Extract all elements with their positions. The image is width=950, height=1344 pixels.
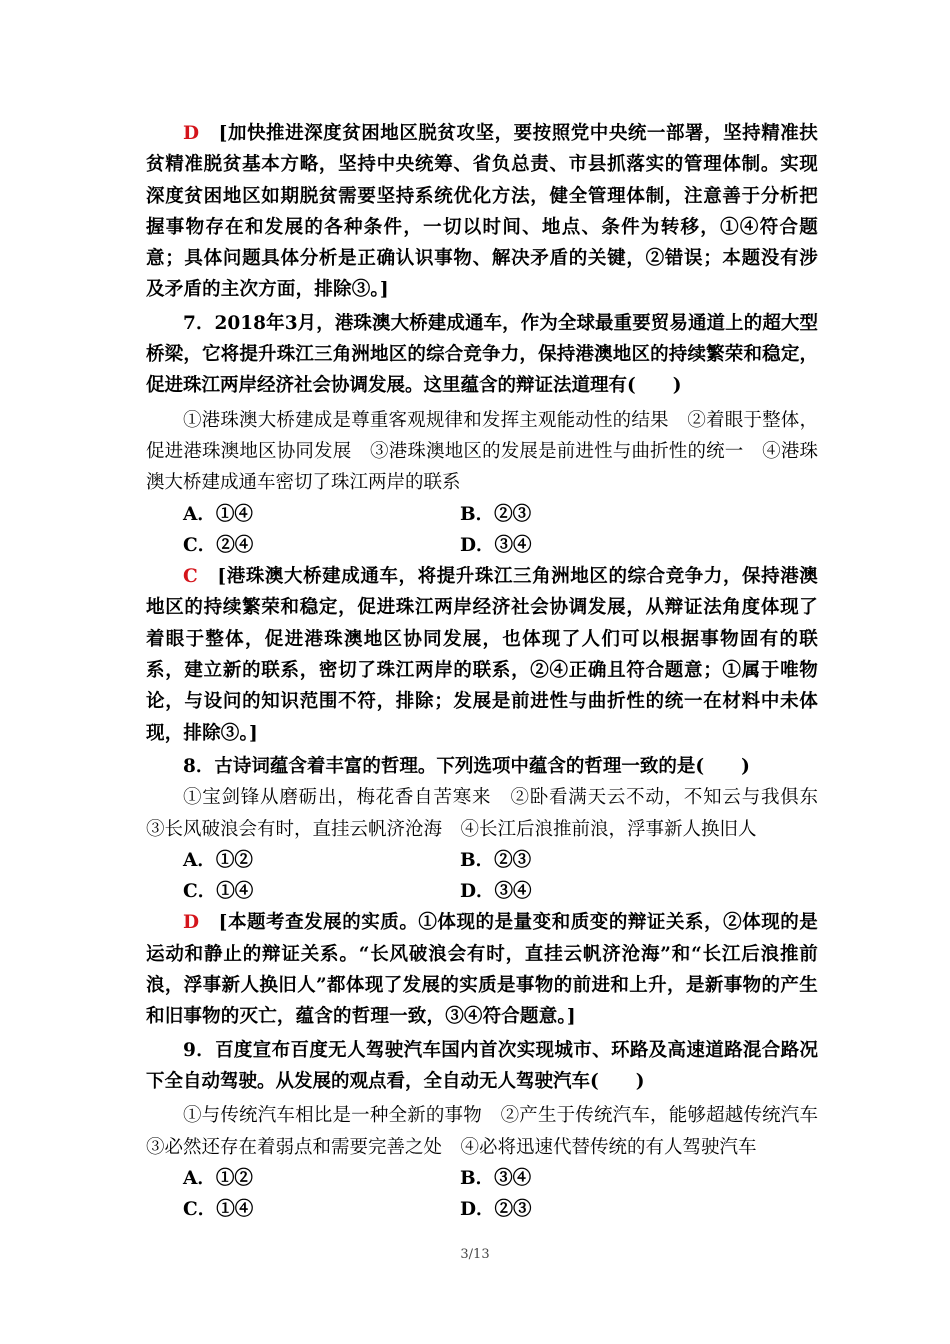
question-7-options-row-2 <box>146 530 818 561</box>
option-b[interactable]: B．②③ <box>460 503 532 525</box>
option-c[interactable]: C．①④ <box>183 881 254 903</box>
answer-text: [本题考查发展的实质。①体现的是量变和质变的辩证关系，②体现的是运动和静止的辩证关系。“长风破浪会有时，直挂云帆济沧海”和“长江后浪推前浪，浮事新人换旧人”都体现了发展的实质是事物的前进和上升，是新事物的产生和旧事物的灭亡，蕴含的哲理一致，③④符合题意。] <box>146 912 818 1028</box>
answer-explanation <box>146 561 818 749</box>
option-c[interactable]: C．①④ <box>183 1199 254 1221</box>
option-a[interactable]: A．①② <box>183 849 253 871</box>
option-d[interactable]: D．③④ <box>460 881 532 903</box>
answer-explanation <box>146 907 818 1032</box>
question-8-options-row-2 <box>146 876 818 907</box>
option-a[interactable]: A．①④ <box>183 503 253 525</box>
question-7-options-row-1 <box>146 499 818 530</box>
option-d[interactable]: D．②③ <box>460 1199 532 1221</box>
question-8-stem: 8．古诗词蕴含着丰富的哲理。下列选项中蕴含的哲理一致的是( ) <box>183 755 750 777</box>
question-8-options-row-1 <box>146 845 818 876</box>
answer-text: [港珠澳大桥建成通车，将提升珠江三角洲地区的综合竞争力，保持港澳地区的持续繁荣和稳定，促进珠江两岸经济社会协调发展，从辩证法角度体现了着眼于整体，促进港珠澳地区协同发展，也体现了人们可以根据事物固有的联系，建立新的联系，密切了珠江两岸的联系，②④正确且符合题意；①属于唯物论，与设问的知识范围不符，排除；发展是前进性与曲折性的统一在材料中未体现，排除③。] <box>146 566 819 744</box>
question-9-options-row-2 <box>146 1194 818 1225</box>
question-9-statements: ①与传统汽车相比是一种全新的事物 ②产生于传统汽车，能够超越传统汽车 ③必然还存在着弱点和需要完善之处 ④必将迅速代替传统的有人驾驶汽车 <box>146 1105 837 1158</box>
page-number: 3/13 <box>460 1247 490 1262</box>
question-7-stem: 7．2018年3月，港珠澳大桥建成通车，作为全球最重要贸易通道上的超大型桥梁，它将提升珠江三角洲地区的综合竞争力，保持港澳地区的持续繁荣和稳定，促进珠江两岸经济社会协调发展。这里蕴含的辩证法道理有( ) <box>146 312 818 397</box>
answer-explanation <box>146 118 818 306</box>
option-c[interactable]: C．②④ <box>183 534 254 556</box>
option-a[interactable]: A．①② <box>183 1167 253 1189</box>
option-b[interactable]: B．②③ <box>460 849 532 871</box>
document-page <box>146 118 837 1225</box>
question-9-options-row-1 <box>146 1163 818 1194</box>
answer-letter: D <box>183 912 200 934</box>
option-b[interactable]: B．③④ <box>460 1167 532 1189</box>
answer-letter: D <box>183 123 200 144</box>
option-d[interactable]: D．③④ <box>460 534 532 556</box>
answer-letter: C <box>183 566 198 588</box>
answer-text: [加快推进深度贫困地区脱贫攻坚，要按照党中央统一部署，坚持精准扶贫精准脱贫基本方略，坚持中央统筹、省负总责、市县抓落实的管理体制。实现深度贫困地区如期脱贫需要坚持系统优化方法，健全管理体制，注意善于分析把握事物存在和发展的各种条件，一切以时间、地点、条件为转移，①④符合题意；具体问题具体分析是正确认识事物、解决矛盾的关键，②错误；本题没有涉及矛盾的主次方面，排除③。] <box>146 123 818 301</box>
question-8-statements: ①宝剑锋从磨砺出，梅花香自苦寒来 ②卧看满天云不动，不知云与我俱东 ③长风破浪会有时，直挂云帆济沧海 ④长江后浪推前浪，浮事新人换旧人 <box>146 787 837 840</box>
question-7-statements: ①港珠澳大桥建成是尊重客观规律和发挥主观能动性的结果 ②着眼于整体，促进港珠澳地区协同发展 ③港珠澳地区的发展是前进性与曲折性的统一 ④港珠澳大桥建成通车密切了珠江两岸的联系 <box>146 409 818 494</box>
question-9-stem: 9．百度宣布百度无人驾驶汽车国内首次实现城市、环路及高速道路混合路况下全自动驾驶。从发展的观点看，全自动无人驾驶汽车( ) <box>146 1039 818 1092</box>
